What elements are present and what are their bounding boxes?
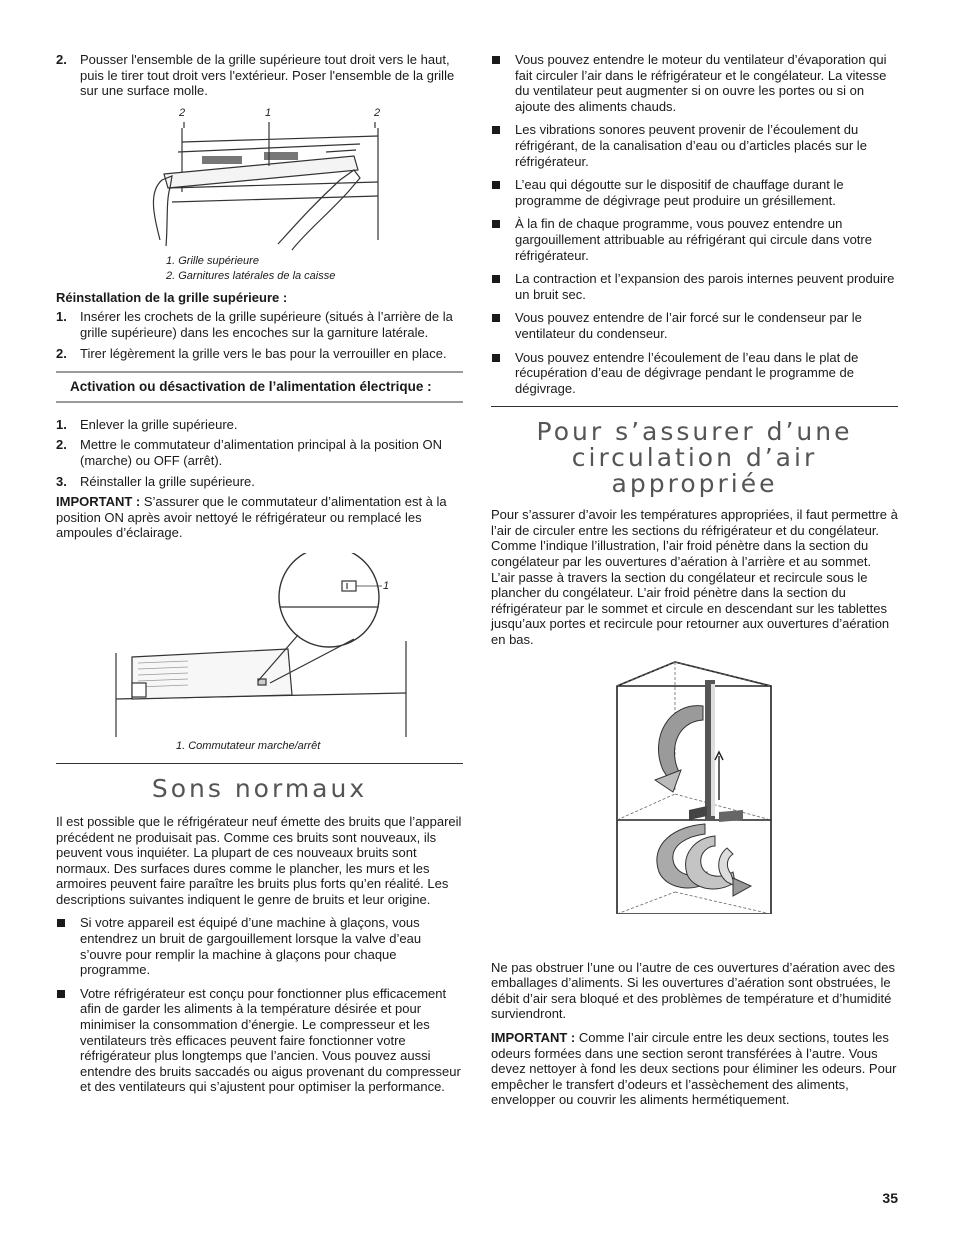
list-item xyxy=(491,52,898,114)
power-step xyxy=(56,437,463,468)
sons-intro: Il est possible que le réfrigérateur neuf émette des bruits que l’appareil précédent ne produisait pas. Comme ces bruits sont nouveaux, ils peuvent vous inquiéter. La plupart de ces nouveaux bruits sont normaux. Des surfaces dures comme le plancher, les murs et les armoires peuvent faire paraître les bruits plus forts qu’en réalité. Les descriptions suivantes indiquent le genre de bruits et leur origine. xyxy=(56,813,462,907)
bullet-text: La contraction et l’expansion des parois internes peuvent produire un bruit sec. xyxy=(515,271,895,302)
list-item xyxy=(491,350,898,397)
figure-captions xyxy=(166,254,335,284)
section-title-sons-normaux: Sons normaux xyxy=(151,773,368,803)
bullet-text: Vous pouvez entendre le moteur du ventilateur d’évaporation qui fait circuler l’air dans le réfrigérateur et le congélateur. La vitesse du ventilateur peut augmenter si on ouvre les portes ou si on ajoute des aliments chauds. xyxy=(515,52,887,114)
step-text: Insérer les crochets de la grille supérieure (situés à l’arrière de la grille supérieure) dans les encoches sur la garniture latérale. xyxy=(80,309,453,340)
step-number: 1. xyxy=(56,416,67,432)
step-text: Réinstaller la grille supérieure. xyxy=(80,473,255,489)
power-step xyxy=(56,474,463,490)
bullet-text: À la fin de chaque programme, vous pouvez entendre un gargouillement attribuable au réfrigérant qui circule dans votre réfrigérateur. xyxy=(515,216,872,263)
bullet-icon xyxy=(492,126,500,134)
section-title-circulation xyxy=(491,419,898,497)
reinstall-step xyxy=(56,346,463,362)
important-note xyxy=(56,494,463,541)
step-text: Mettre le commutateur d’alimentation principal à la position ON (marche) ou OFF (arrêt). xyxy=(80,437,443,468)
title-line: circulation d’air appropriée xyxy=(571,443,818,499)
left-column xyxy=(56,52,463,1103)
bullet-icon xyxy=(57,990,65,998)
step-number: 3. xyxy=(56,473,67,489)
list-item xyxy=(491,271,898,302)
power-step xyxy=(56,417,463,433)
top-grille-illustration xyxy=(142,122,392,254)
step-text: Pousser l'ensemble de la grille supérieure tout droit vers le haut, puis le tirer tout droit vers l'extérieur. Poser l'ensemble de la grille sur une surface molle. xyxy=(80,52,455,99)
list-item xyxy=(491,216,898,263)
bullet-text: Si votre appareil est équipé d’une machine à glaçons, vous entendrez un bruit de gargouillement lorsque la valve d’eau s’ouvre pour remplir la machine à glaçons pour chaque programme. xyxy=(80,915,422,978)
step-remove-grille xyxy=(56,52,463,99)
section-divider xyxy=(491,406,898,407)
important-label: IMPORTANT : xyxy=(56,494,141,510)
step-number: 2. xyxy=(56,52,67,67)
important-note xyxy=(491,1030,898,1108)
page-number: 35 xyxy=(882,1190,898,1206)
bullet-icon xyxy=(492,56,500,64)
bullet-icon xyxy=(492,275,500,283)
figure-power-switch xyxy=(56,553,463,763)
bullet-text: Les vibrations sonores peuvent provenir de l’écoulement du réfrigérant, de la canalisation d’eau ou d’articles placés sur le réfrigérateur. xyxy=(515,122,867,169)
bullet-icon xyxy=(492,220,500,228)
caption: 2. Garnitures latérales de la caisse xyxy=(166,269,336,282)
step-number: 2. xyxy=(56,437,67,453)
list-item xyxy=(491,177,898,208)
bullet-icon xyxy=(492,354,500,362)
bullet-icon xyxy=(492,314,500,322)
reinstall-step xyxy=(56,309,463,340)
step-text: Tirer légèrement la grille vers le bas pour la verrouiller en place. xyxy=(80,345,447,361)
bullet-icon xyxy=(492,181,500,189)
reinstall-heading: Réinstallation de la grille supérieure : xyxy=(56,289,288,305)
list-item xyxy=(56,986,463,1095)
obstruct-warning: Ne pas obstruer l’une ou l’autre de ces ouvertures d’aération avec des emballages d’aliments. Si les ouvertures d’aération sont obstruées, le débit d’air sera bloqué et des problèmes de température et d’humidité surviendront. xyxy=(491,959,895,1022)
bullet-text: Vous pouvez entendre de l’air forcé sur le condenseur par le ventilateur du condenseur. xyxy=(515,310,862,341)
figure-label: 2 xyxy=(179,106,186,119)
power-switch-illustration xyxy=(108,553,428,745)
list-item xyxy=(491,310,898,341)
power-heading: Activation ou désactivation de l’alimentation électrique : xyxy=(56,371,463,403)
important-text: Comme l’air circule entre les deux sections, toutes les odeurs formées dans une section seront transférées à l’autre. Vous devez nettoyer à fond les deux sections pour éliminer les odeurs. Pour empêcher le transfert d’odeurs et l’assèchement des aliments, envelopper ou couvrir les aliments hermétiquement. xyxy=(491,1030,897,1108)
step-text: Enlever la grille supérieure. xyxy=(80,416,238,432)
bullet-text: L’eau qui dégoutte sur le dispositif de chauffage durant le programme de dégivrage peut produire un grésillement. xyxy=(515,177,844,208)
figure-label: 1 xyxy=(265,106,272,119)
figure-top-grille xyxy=(56,104,463,280)
important-label: IMPORTANT : xyxy=(491,1030,576,1045)
title-line: Pour s’assurer d’une xyxy=(536,417,853,447)
list-item xyxy=(56,915,463,977)
figure-air-circulation xyxy=(491,660,898,960)
section-divider xyxy=(56,763,463,764)
figure-label: 2 xyxy=(374,106,381,119)
caption: 1. Commutateur marche/arrêt xyxy=(176,739,321,752)
figure-label: 1 xyxy=(383,579,390,592)
right-column xyxy=(491,52,898,1116)
caption: 1. Grille supérieure xyxy=(166,254,259,267)
air-intro: Pour s’assurer d’avoir les températures appropriées, il faut permettre à l’air de circuler entre les sections du réfrigérateur et du congélateur. Comme l’indique l’illustration, l’air froid pénètre dans la section du congélateur par les ouvertures d’aération à l’arrière et au sommet. L’air passe à travers la section du congélateur et recircule sous le plancher du congélateur. L’air froid pénètre dans la section du réfrigérateur par le sommet et circule en descendant sur les tablettes jusqu’aux portes et recircule pour retourner aux ouvertures d’aération en bas. xyxy=(491,507,898,648)
step-number: 2. xyxy=(56,345,67,361)
important-text: S’assurer que le commutateur d’alimentation est à la position ON après avoir nettoyé le réfrigérateur ou remplacé les ampoules d’éclairage. xyxy=(56,494,447,541)
step-number: 1. xyxy=(56,309,67,325)
list-item xyxy=(491,122,898,169)
air-circulation-illustration xyxy=(615,660,775,914)
bullet-text: Votre réfrigérateur est conçu pour fonctionner plus efficacement afin de garder les aliments à la température désirée et pour minimiser la consommation d’énergie. Le compresseur et les ventilateurs très efficaces peuvent faire fonctionner votre réfrigérateur plus longtemps que l’ancien. Vous pouvez aussi entendre des bruits saccadés ou aigus provenant du compresseur et des ventilateurs qui s’ajustent pour optimiser la performance. xyxy=(80,985,461,1095)
bullet-icon xyxy=(57,919,65,927)
bullet-text: Vous pouvez entendre l’écoulement de l’eau dans le plat de récupération d’eau de dégivrage pendant le programme de dégivrage. xyxy=(515,349,859,396)
